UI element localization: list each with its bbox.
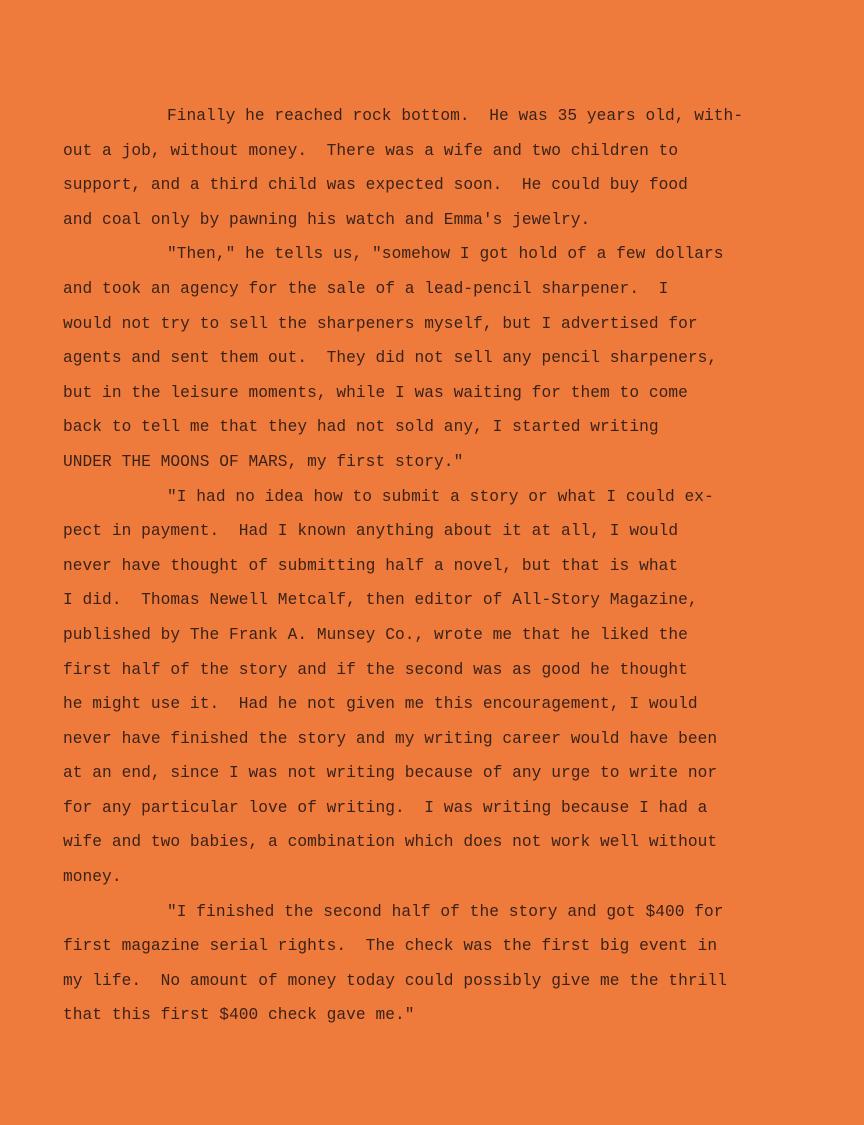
text-line: "Then," he tells us, "somehow I got hold of a few dollars bbox=[167, 245, 724, 264]
text-line: that this first $400 check gave me." bbox=[63, 1006, 415, 1025]
text-line: Finally he reached rock bottom. He was 35 years old, with- bbox=[167, 107, 744, 125]
text-line: first magazine serial rights. The check was the first big event in bbox=[63, 937, 718, 956]
text-line: my life. No amount of money today could possibly give me the thrill bbox=[63, 971, 727, 990]
text-line: but in the leisure moments, while I was waiting for them to come bbox=[63, 383, 688, 402]
text-line: pect in payment. Had I known anything about it at all, I would bbox=[63, 522, 679, 541]
text-line: never have thought of submitting half a novel, but that is what bbox=[63, 556, 679, 575]
text-line: and coal only by pawning his watch and Emma's jewelry. bbox=[63, 210, 591, 229]
text-line: "I had no idea how to submit a story or what I could ex- bbox=[167, 487, 714, 506]
text-line: would not try to sell the sharpeners myself, but I advertised for bbox=[63, 314, 698, 333]
text-line: and took an agency for the sale of a lead-pencil sharpener. I bbox=[63, 279, 669, 298]
text-line: UNDER THE MOONS OF MARS, my first story." bbox=[63, 452, 464, 471]
text-line: out a job, without money. There was a wife and two children to bbox=[63, 141, 679, 160]
text-line: agents and sent them out. They did not sell any pencil sharpeners, bbox=[63, 349, 718, 368]
text-line: he might use it. Had he not given me this encouragement, I would bbox=[63, 695, 698, 714]
text-line: first half of the story and if the second was as good he thought bbox=[63, 660, 688, 679]
text-line: "I finished the second half of the story and got $400 for bbox=[167, 902, 724, 921]
text-line: at an end, since I was not writing because of any urge to write nor bbox=[63, 764, 718, 783]
text-line: published by The Frank A. Munsey Co., wrote me that he liked the bbox=[63, 625, 688, 644]
text-line: for any particular love of writing. I was writing because I had a bbox=[63, 798, 708, 817]
text-line: never have finished the story and my writing career would have been bbox=[63, 729, 718, 748]
body-text bbox=[63, 99, 853, 1033]
text-line: I did. Thomas Newell Metcalf, then editor of All-Story Magazine, bbox=[63, 591, 698, 610]
text-line: back to tell me that they had not sold any, I started writing bbox=[63, 418, 659, 437]
text-line: wife and two babies, a combination which does not work well without bbox=[63, 833, 718, 852]
text-line: support, and a third child was expected soon. He could buy food bbox=[63, 176, 688, 195]
text-line: money. bbox=[63, 868, 122, 887]
